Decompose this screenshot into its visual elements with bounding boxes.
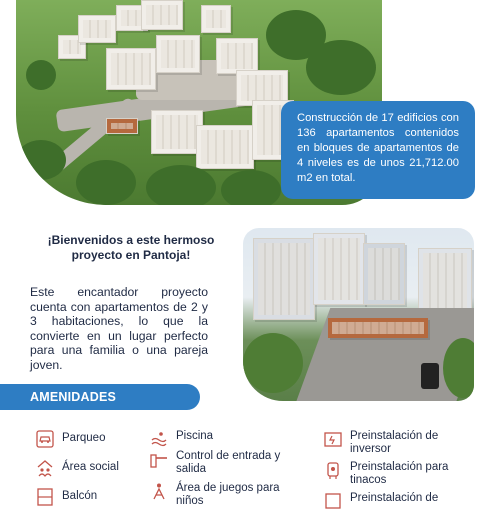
playground-icon: [150, 482, 168, 500]
gate-barrier-icon: [150, 450, 168, 468]
amenity-item: [36, 459, 119, 477]
tree: [16, 140, 66, 180]
amenity-label: Piscina: [176, 430, 214, 442]
tree: [146, 165, 216, 205]
welcome-description: Este encantador proyecto cuenta con apartamentos de 2 y 3 habitaciones, lo que la convierte en un lugar perfecto para una familia o una pareja joven.: [30, 285, 208, 372]
amenity-item: [324, 461, 474, 487]
street-rendering-image: [243, 228, 474, 401]
amenity-label: Preinstalación de inversor: [350, 430, 439, 455]
amenity-item: [36, 430, 105, 448]
tree: [221, 170, 281, 205]
amenity-item: [150, 482, 290, 508]
amenity-item: [324, 492, 474, 510]
amenity-label: Control de entrada y salida: [176, 450, 281, 475]
building: [156, 35, 200, 73]
building: [141, 0, 183, 30]
amenity-label: Balcón: [62, 490, 98, 502]
pool-icon: [150, 429, 168, 447]
water-tank-icon: [324, 461, 342, 479]
house-people-icon: [36, 459, 54, 477]
building: [196, 125, 254, 169]
entrance-gate: [106, 118, 138, 134]
tree: [26, 60, 56, 90]
amenity-label: Área social: [62, 461, 119, 473]
amenities-heading: AMENIDADES: [0, 384, 200, 410]
building: [253, 238, 315, 320]
building: [106, 48, 156, 90]
entrance-gate: [328, 318, 428, 338]
amenity-item: [150, 429, 213, 447]
amenity-label: Parqueo: [62, 432, 106, 444]
tree: [243, 333, 303, 393]
amenity-label: Área de juegos para niños: [176, 482, 280, 507]
building: [78, 15, 116, 43]
inverter-icon: [324, 430, 342, 448]
amenity-label: Preinstalación para tinacos: [350, 461, 449, 486]
car-icon: [36, 430, 54, 448]
tree: [76, 160, 136, 205]
car: [421, 363, 439, 389]
balcony-icon: [36, 488, 54, 506]
building: [201, 5, 231, 33]
building: [363, 243, 405, 305]
installation-icon: [324, 492, 342, 510]
building: [216, 38, 258, 74]
amenity-label: Preinstalación de: [350, 492, 439, 504]
amenity-item: [324, 430, 474, 456]
welcome-title: ¡Bienvenidos a este hermoso proyecto en Pantoja!: [47, 233, 215, 262]
project-info-card: [281, 101, 475, 199]
amenity-item: [36, 488, 97, 506]
amenity-item: [150, 450, 290, 476]
project-info-text: Construcción de 17 edificios con 136 apartamentos contenidos en bloques de apartamentos de 4 niveles es de unos 21,712.00 m2 en total.: [297, 112, 459, 184]
building: [313, 233, 365, 305]
tree: [306, 40, 376, 95]
